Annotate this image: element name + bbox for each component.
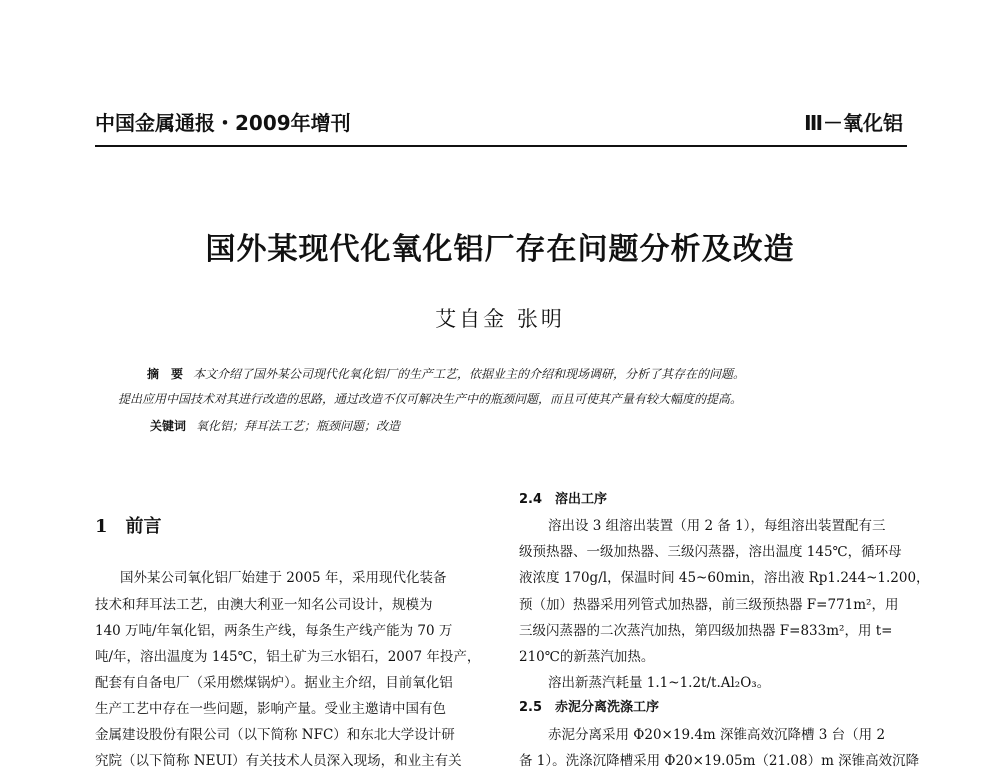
right-line: 溶出设 3 组溶出装置（用 2 备 1），每组溶出装置配有三 [548,518,886,534]
left-line: 配套有自备电厂（采用燃煤锅炉）。据业主介绍，目前氧化铝 [95,675,453,691]
right-line: 液浓度 170g/l，保温时间 45~60min，溶出液 Rp1.244~1.200， [519,570,930,586]
keywords-line [150,417,400,434]
abstract-text-1: 本文介绍了国外某公司现代化氧化铝厂的生产工艺，依据业主的介绍和现场调研，分析了其存在的问题。 [193,367,746,381]
left-line: 吨/年，溶出温度为 145℃，铝土矿为三水铝石，2007 年投产， [95,649,481,665]
section-heading-intro: 1 前言 [95,516,162,537]
abstract-label: 摘 要 [147,367,184,381]
left-line: 生产工艺中存在一些问题，影响产量。受业主邀请中国有色 [95,701,446,717]
subsection-heading-red-mud: 2.5 赤泥分离洗涤工序 [519,700,660,715]
right-line: 三级闪蒸器的二次蒸汽加热，第四级加热器 F=833m²，用 t= [519,623,893,639]
left-line: 技术和拜耳法工艺，由澳大利亚一知名公司设计，规模为 [95,597,433,613]
right-line: 210℃的新蒸汽加热。 [519,649,655,665]
left-line: 140 万吨/年氧化铝，两条生产线，每条生产线产能为 70 万 [95,623,453,639]
running-header [95,107,905,147]
paper-title: 国外某现代化氧化铝厂存在问题分析及改造 [205,232,795,267]
right-line: 赤泥分离采用 Φ20×19.4m 深锥高效沉降槽 3 台（用 2 [548,727,886,743]
header-rule [95,145,907,147]
abstract-line-1 [147,365,745,382]
left-line: 国外某公司氧化铝厂始建于 2005 年，采用现代化装备 [120,570,447,586]
right-line: 溶出新蒸汽耗量 1.1~1.2t/t.Al₂O₃。 [548,675,771,691]
abstract-line-2: 提出应用中国技术对其进行改造的思路，通过改造不仅可解决生产中的瓶颈问题，而且可使其产量有较大幅度的提高。 [118,392,743,406]
subsection-heading-dissolution: 2.4 溶出工序 [519,492,608,507]
paper-authors: 艾自金 张明 [435,307,565,331]
right-line: 级预热器、一级加热器、三级闪蒸器，溶出温度 145℃，循环母 [519,544,902,560]
right-line: 备 1）。洗涤沉降槽采用 Φ20×19.05m（21.08）m 深锥高效沉降 [519,753,920,769]
left-line: 究院（以下简称 NEUI）有关技术人员深入现场，和业主有关 [95,753,462,769]
section-label: Ⅲ－氧化铝 [804,111,903,135]
right-line: 预（加）热器采用列管式加热器，前三级预热器 F=771m²，用 [519,597,899,613]
journal-name: 中国金属通报・2009年增刊 [95,111,351,135]
keywords-text: 氧化铝；拜耳法工艺；瓶颈问题；改造 [196,419,401,433]
left-line: 金属建设股份有限公司（以下简称 NFC）和东北大学设计研 [95,727,455,743]
keywords-label: 关键词 [150,419,187,433]
